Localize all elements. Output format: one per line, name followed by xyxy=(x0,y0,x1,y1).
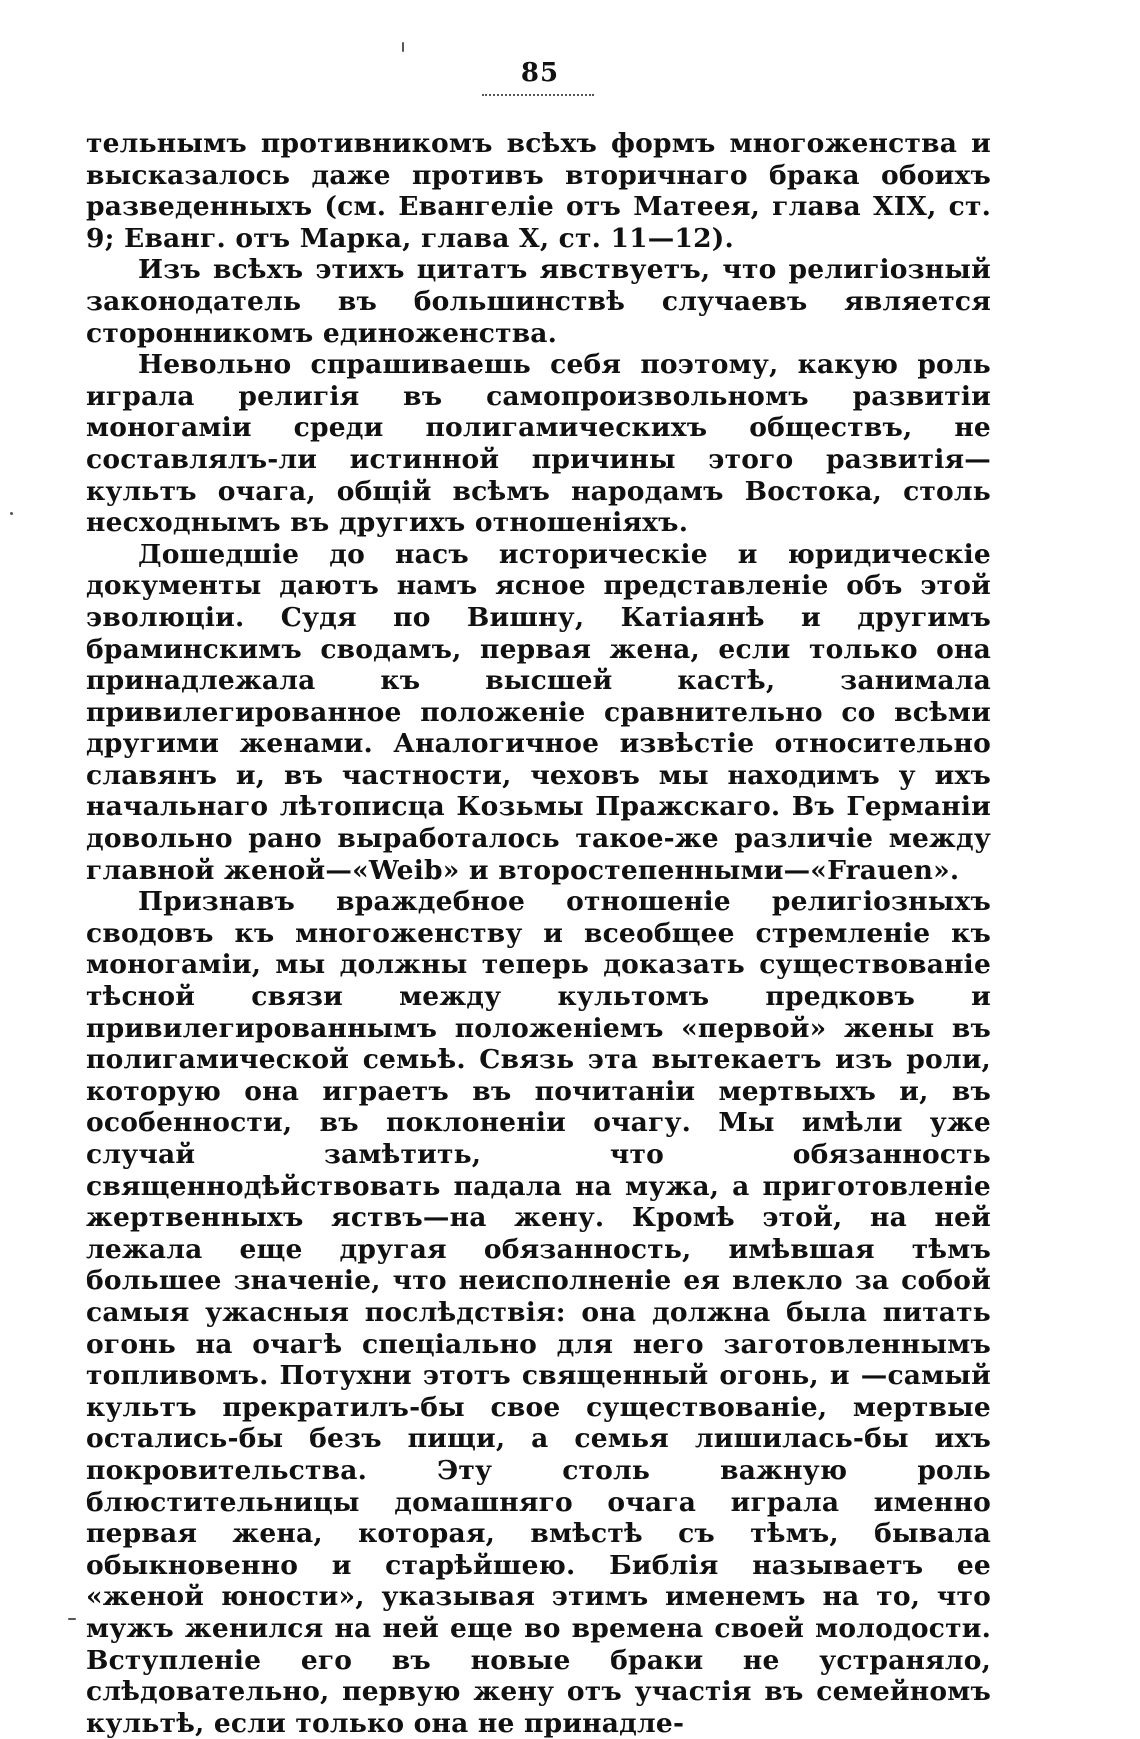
print-speck xyxy=(68,1618,76,1620)
paragraph-5: Признавъ враждебное отношеніе религіозныхъ сводовъ къ многоженству и всеобщее стремленіе къ моногаміи, мы должны теперь доказать существованіе тѣсной связи между культомъ предковъ и привилегированнымъ положеніемъ «первой» жены въ полигамической семьѣ. Связь эта вытекаетъ изъ роли, которую она играетъ въ почитаніи мертвыхъ и, въ особенности, въ поклоненіи очагу. Мы имѣли уже случай замѣтить, что обязанность священнодѣйствовать падала на мужа, а приготовленіе жертвенныхъ яствъ—на жену. Кромѣ этой, на ней лежала еще другая обязанность, имѣвшая тѣмъ большее значеніе, что неисполненіе ея влекло за собой самыя ужасныя послѣдствія: она должна была питать огонь на очагѣ спеціально для него заготовленнымъ топливомъ. Потухни этотъ священный огонь, и —самый культъ прекратилъ-бы свое существованіе, мертвые остались-бы безъ пищи, а семья лишилась-бы ихъ покровительства. Эту столь важную роль блюстительницы домашняго очага играла именно первая жена, которая, вмѣстѣ съ тѣмъ, бывала обыкновенно и старѣйшею. Библія называетъ ее «женой юности», указывая этимъ именемъ на то, что мужъ женился на ней еще во времена своей молодости. Вступленіе его въ новые браки не устраняло, слѣдовательно, первую жену отъ участія въ семейномъ культѣ, если только она не принадле- xyxy=(86,886,991,1739)
paragraph-3: Невольно спрашиваешь себя поэтому, какую роль играла религія въ самопроизвольномъ развитіи моногаміи среди полигамическихъ обществъ, не составлялъ-ли истинной причины этого развитія—культъ очага, общій всѣмъ народамъ Востока, столь несходнымъ въ другихъ отношеніяхъ. xyxy=(86,349,991,539)
paragraph-2: Изъ всѣхъ этихъ цитатъ явствуетъ, что религіозный законодатель въ большинствѣ случаевъ является сторонникомъ единоженства. xyxy=(86,254,991,349)
page-number-rule xyxy=(482,94,594,96)
print-speck xyxy=(402,42,404,52)
paragraph-4: Дошедшіе до насъ историческіе и юридическіе документы даютъ намъ ясное представленіе объ этой эволюціи. Судя по Вишну, Катіаянѣ и другимъ браминскимъ сводамъ, первая жена, если только она принадлежала къ высшей кастѣ, занимала привилегированное положеніе сравнительно со всѣми другими женами. Аналогичное извѣстіе относительно славянъ и, въ частности, чеховъ мы находимъ у ихъ начальнаго лѣтописца Козьмы Пражскаго. Въ Германіи довольно рано выработалось такое-же различіе между главной женой—«Weib» и второстепенными—«Frauen». xyxy=(86,538,991,886)
body-text xyxy=(86,128,991,1739)
page-number: 85 xyxy=(520,58,560,88)
paragraph-continuation: тельнымъ противникомъ всѣхъ формъ многоженства и высказалось даже противъ вторичнаго брака обоихъ разведенныхъ (см. Евангеліе отъ Матеея, глава XIX, ст. 9; Еванг. отъ Марка, глава X, ст. 11—12). xyxy=(86,128,991,254)
print-speck xyxy=(10,512,13,515)
